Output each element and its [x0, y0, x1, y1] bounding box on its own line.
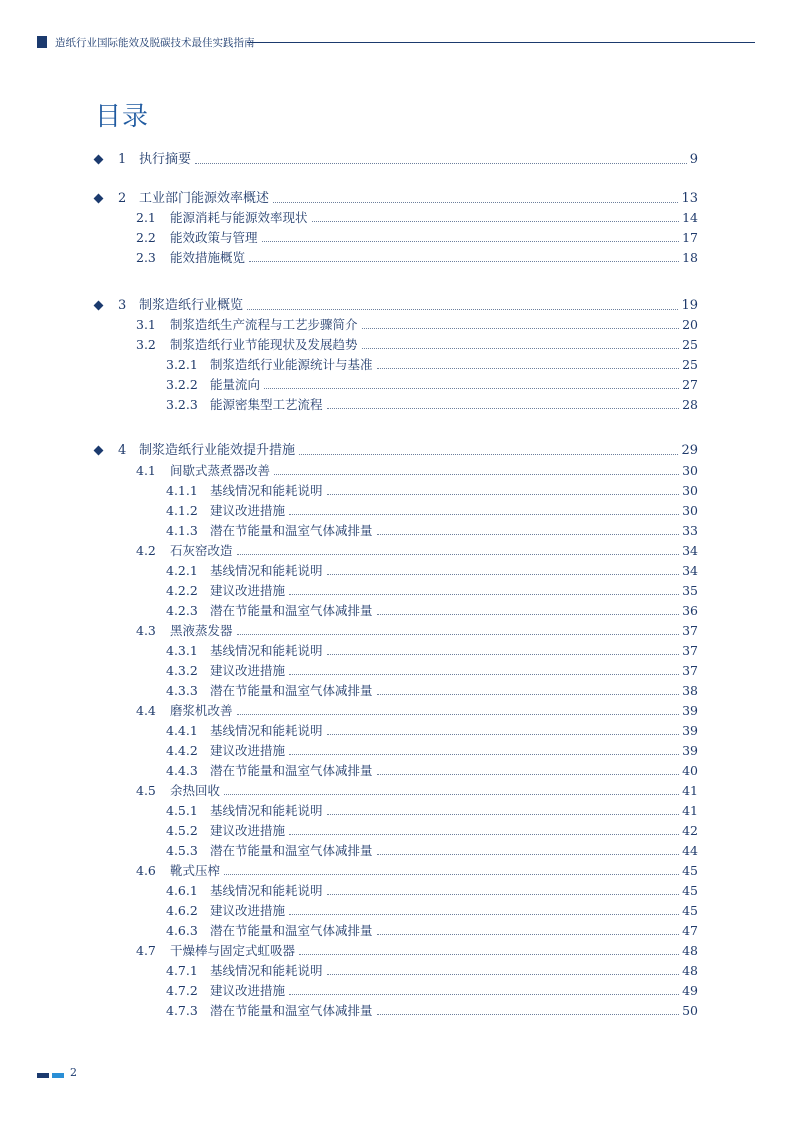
toc-page-number: 27	[682, 377, 698, 392]
toc-page-number: 50	[682, 1003, 698, 1018]
toc-title: 工业部门能源效率概述	[139, 191, 270, 206]
toc-leader-dots	[327, 654, 679, 655]
toc-entry[interactable]	[0, 315, 793, 335]
toc-title: 间歇式蒸煮器改善	[170, 463, 271, 478]
toc-leader-dots	[377, 614, 679, 615]
toc-entry[interactable]	[0, 1001, 793, 1021]
toc-page-number: 39	[682, 743, 698, 758]
footer-bar-light	[52, 1073, 64, 1078]
toc-page-number: 40	[682, 763, 698, 778]
toc-number: 4.3.2	[166, 663, 198, 678]
toc-title: 潜在节能量和温室气体减排量	[210, 1003, 373, 1018]
toc-number: 4.1.2	[166, 503, 198, 518]
toc-title: 潜在节能量和温室气体减排量	[210, 843, 373, 858]
toc-leader-dots	[289, 754, 679, 755]
toc-number: 4.2.2	[166, 583, 198, 598]
toc-page-number: 18	[682, 250, 698, 265]
toc-page-number: 9	[689, 152, 698, 167]
toc-leader-dots	[264, 388, 679, 389]
toc-number: 4.7.1	[166, 963, 198, 978]
toc-entry[interactable]	[0, 701, 793, 721]
toc-entry[interactable]	[0, 681, 793, 701]
toc-number: 3.2	[136, 337, 156, 352]
toc-number: 4.7	[136, 943, 156, 958]
toc-title: 石灰窑改造	[170, 543, 233, 558]
toc-leader-dots	[362, 328, 679, 329]
toc-title: 制浆造纸行业节能现状及发展趋势	[170, 337, 358, 352]
toc-page-number: 48	[682, 963, 698, 978]
toc-page-number: 19	[681, 298, 698, 313]
toc-title: 制浆造纸行业概览	[139, 298, 244, 313]
toc-title: 能源消耗与能源效率现状	[170, 210, 308, 225]
running-header	[37, 36, 755, 50]
toc-title: 潜在节能量和温室气体减排量	[210, 763, 373, 778]
toc-leader-dots	[224, 794, 679, 795]
toc-page-number: 39	[682, 723, 698, 738]
toc-leader-dots	[327, 734, 679, 735]
toc-number: 4.6.3	[166, 923, 198, 938]
toc-number: 2.2	[136, 230, 156, 245]
toc-leader-dots	[237, 714, 679, 715]
toc-number: 4.5	[136, 783, 156, 798]
toc-leader-dots	[289, 994, 679, 995]
diamond-bullet-icon	[94, 446, 104, 456]
toc-entry[interactable]	[0, 541, 793, 561]
toc-entry[interactable]	[0, 841, 793, 861]
toc-title: 建议改进措施	[210, 903, 286, 918]
toc-page-number: 36	[682, 603, 698, 618]
toc-number: 4.2.3	[166, 603, 198, 618]
toc-title: 基线情况和能耗说明	[210, 723, 323, 738]
toc-title: 干燥棒与固定式虹吸器	[170, 943, 296, 958]
toc-entry[interactable]	[0, 228, 793, 248]
footer-bar-dark	[37, 1073, 49, 1078]
toc-leader-dots	[327, 894, 679, 895]
toc-number: 4.7.3	[166, 1003, 198, 1018]
toc-entry[interactable]	[0, 601, 793, 621]
toc-page-number: 14	[682, 210, 698, 225]
toc-entry[interactable]	[0, 355, 793, 375]
page-number: 2	[70, 1066, 77, 1079]
header-square-icon	[37, 36, 47, 48]
toc-entry[interactable]	[0, 761, 793, 781]
toc-entry[interactable]	[0, 921, 793, 941]
toc-leader-dots	[377, 694, 679, 695]
toc-leader-dots	[327, 574, 679, 575]
toc-number: 3.1	[136, 317, 156, 332]
toc-leader-dots	[289, 514, 679, 515]
toc-page-number: 48	[682, 943, 698, 958]
toc-number: 4	[118, 443, 127, 458]
toc-page-number: 29	[681, 443, 698, 458]
toc-leader-dots	[274, 474, 679, 475]
toc-number: 4.5.2	[166, 823, 198, 838]
toc-leader-dots	[327, 974, 679, 975]
toc-title: 建议改进措施	[210, 983, 286, 998]
toc-page-number: 45	[682, 903, 698, 918]
toc-page-number: 41	[682, 803, 698, 818]
toc-entry[interactable]	[0, 189, 793, 209]
toc-leader-dots	[377, 854, 679, 855]
toc-number: 4.5.3	[166, 843, 198, 858]
toc-page-number: 44	[682, 843, 698, 858]
toc-number: 1	[118, 152, 127, 167]
toc-page-number: 37	[682, 623, 698, 638]
toc-title: 能效政策与管理	[170, 230, 258, 245]
toc-page-number: 47	[682, 923, 698, 938]
toc-title: 基线情况和能耗说明	[210, 963, 323, 978]
toc-leader-dots	[312, 221, 679, 222]
toc-title: 制浆造纸生产流程与工艺步骤简介	[170, 317, 358, 332]
toc-title: 潜在节能量和温室气体减排量	[210, 923, 373, 938]
toc-number: 4.3.1	[166, 643, 198, 658]
toc-number: 4.1	[136, 463, 156, 478]
toc-title: 制浆造纸行业能效提升措施	[139, 443, 296, 458]
toc-number: 3	[118, 298, 127, 313]
toc-title: 能源密集型工艺流程	[210, 397, 323, 412]
toc-number: 4.4.1	[166, 723, 198, 738]
toc-leader-dots	[237, 554, 679, 555]
toc-number: 4.1.1	[166, 483, 198, 498]
toc-title: 制浆造纸行业能源统计与基准	[210, 357, 373, 372]
toc-number: 4.3.3	[166, 683, 198, 698]
toc-entry[interactable]	[0, 721, 793, 741]
toc-entry[interactable]	[0, 821, 793, 841]
toc-entry[interactable]	[0, 781, 793, 801]
toc-leader-dots	[377, 774, 679, 775]
toc-page-number: 33	[682, 523, 698, 538]
toc-page-number: 45	[682, 883, 698, 898]
toc-entry[interactable]	[0, 961, 793, 981]
toc-leader-dots	[377, 368, 679, 369]
toc-page-number: 25	[682, 357, 698, 372]
toc-page-number: 25	[682, 337, 698, 352]
toc-entry[interactable]	[0, 150, 793, 170]
toc-title: 能效措施概览	[170, 250, 246, 265]
toc-title: 建议改进措施	[210, 663, 286, 678]
toc-title: 潜在节能量和温室气体减排量	[210, 603, 373, 618]
toc-page-number: 30	[682, 503, 698, 518]
toc-entry[interactable]	[0, 561, 793, 581]
toc-page-number: 20	[682, 317, 698, 332]
toc-title: 建议改进措施	[210, 823, 286, 838]
header-rule	[247, 42, 755, 43]
toc-page-number: 30	[682, 483, 698, 498]
toc-title: 执行摘要	[139, 152, 192, 167]
toc-entry[interactable]	[0, 901, 793, 921]
toc-number: 4.2	[136, 543, 156, 558]
toc-page-number: 37	[682, 643, 698, 658]
page-title: 目录	[95, 102, 150, 132]
toc-entry[interactable]	[0, 801, 793, 821]
toc-title: 基线情况和能耗说明	[210, 643, 323, 658]
diamond-bullet-icon	[94, 155, 104, 165]
toc-leader-dots	[195, 163, 687, 164]
toc-entry[interactable]	[0, 741, 793, 761]
toc-entry[interactable]	[0, 941, 793, 961]
toc-entry[interactable]	[0, 441, 793, 461]
toc-number: 2	[118, 191, 127, 206]
toc-number: 4.6.1	[166, 883, 198, 898]
toc-entry[interactable]	[0, 881, 793, 901]
toc-page-number: 38	[682, 683, 698, 698]
toc-leader-dots	[289, 834, 679, 835]
toc-page-number: 41	[682, 783, 698, 798]
toc-number: 4.7.2	[166, 983, 198, 998]
toc-leader-dots	[299, 454, 678, 455]
toc-number: 4.6	[136, 863, 156, 878]
toc-leader-dots	[327, 408, 679, 409]
toc-entry[interactable]	[0, 481, 793, 501]
toc-title: 靴式压榨	[170, 863, 221, 878]
toc-number: 4.4	[136, 703, 156, 718]
toc-leader-dots	[362, 348, 679, 349]
toc-number: 4.4.3	[166, 763, 198, 778]
toc-leader-dots	[377, 934, 679, 935]
toc-number: 4.5.1	[166, 803, 198, 818]
toc-page-number: 49	[682, 983, 698, 998]
toc-entry[interactable]	[0, 296, 793, 316]
toc-leader-dots	[224, 874, 679, 875]
toc-page-number: 34	[682, 563, 698, 578]
toc-title: 基线情况和能耗说明	[210, 803, 323, 818]
toc-page-number: 42	[682, 823, 698, 838]
toc-entry[interactable]	[0, 861, 793, 881]
toc-number: 4.1.3	[166, 523, 198, 538]
toc-entry[interactable]	[0, 581, 793, 601]
toc-title: 潜在节能量和温室气体减排量	[210, 683, 373, 698]
toc-number: 4.6.2	[166, 903, 198, 918]
toc-leader-dots	[273, 202, 678, 203]
toc-leader-dots	[249, 261, 679, 262]
toc-title: 能量流向	[210, 377, 261, 392]
toc-page-number: 45	[682, 863, 698, 878]
toc-leader-dots	[299, 954, 679, 955]
diamond-bullet-icon	[94, 194, 104, 204]
toc-leader-dots	[377, 1014, 679, 1015]
toc-leader-dots	[289, 674, 679, 675]
toc-leader-dots	[289, 914, 679, 915]
toc-entry[interactable]	[0, 521, 793, 541]
toc-entry[interactable]	[0, 395, 793, 415]
toc-entry[interactable]	[0, 335, 793, 355]
toc-title: 建议改进措施	[210, 503, 286, 518]
toc-title: 基线情况和能耗说明	[210, 483, 323, 498]
toc-page-number: 39	[682, 703, 698, 718]
toc-entry[interactable]	[0, 621, 793, 641]
toc-page-number: 17	[682, 230, 698, 245]
toc-entry[interactable]	[0, 375, 793, 395]
toc-title: 建议改进措施	[210, 743, 286, 758]
toc-title: 建议改进措施	[210, 583, 286, 598]
toc-number: 3.2.1	[166, 357, 198, 372]
toc-page-number: 13	[681, 191, 698, 206]
toc-title: 基线情况和能耗说明	[210, 883, 323, 898]
toc-title: 磨浆机改善	[170, 703, 233, 718]
toc-number: 2.1	[136, 210, 156, 225]
toc-leader-dots	[247, 309, 678, 310]
toc-number: 4.2.1	[166, 563, 198, 578]
toc-leader-dots	[327, 814, 679, 815]
toc-number: 2.3	[136, 250, 156, 265]
toc-entry[interactable]	[0, 641, 793, 661]
diamond-bullet-icon	[94, 301, 104, 311]
toc-entry[interactable]	[0, 461, 793, 481]
toc-title: 潜在节能量和温室气体减排量	[210, 523, 373, 538]
toc-number: 4.3	[136, 623, 156, 638]
toc-page-number: 37	[682, 663, 698, 678]
toc-leader-dots	[289, 594, 679, 595]
toc-page-number: 35	[682, 583, 698, 598]
toc-leader-dots	[262, 241, 679, 242]
toc-entry[interactable]	[0, 661, 793, 681]
toc-number: 4.4.2	[166, 743, 198, 758]
toc-title: 基线情况和能耗说明	[210, 563, 323, 578]
toc-entry[interactable]	[0, 208, 793, 228]
toc-entry[interactable]	[0, 981, 793, 1001]
toc-title: 黑液蒸发器	[170, 623, 233, 638]
toc-page-number: 34	[682, 543, 698, 558]
toc-title: 余热回收	[170, 783, 221, 798]
toc-number: 3.2.3	[166, 397, 198, 412]
toc-page-number: 30	[682, 463, 698, 478]
toc-leader-dots	[377, 534, 679, 535]
toc-leader-dots	[327, 494, 679, 495]
header-title: 造纸行业国际能效及脱碳技术最佳实践指南	[55, 37, 255, 49]
toc-entry[interactable]	[0, 501, 793, 521]
toc-leader-dots	[237, 634, 679, 635]
toc-entry[interactable]	[0, 248, 793, 268]
toc-number: 3.2.2	[166, 377, 198, 392]
toc-page-number: 28	[682, 397, 698, 412]
